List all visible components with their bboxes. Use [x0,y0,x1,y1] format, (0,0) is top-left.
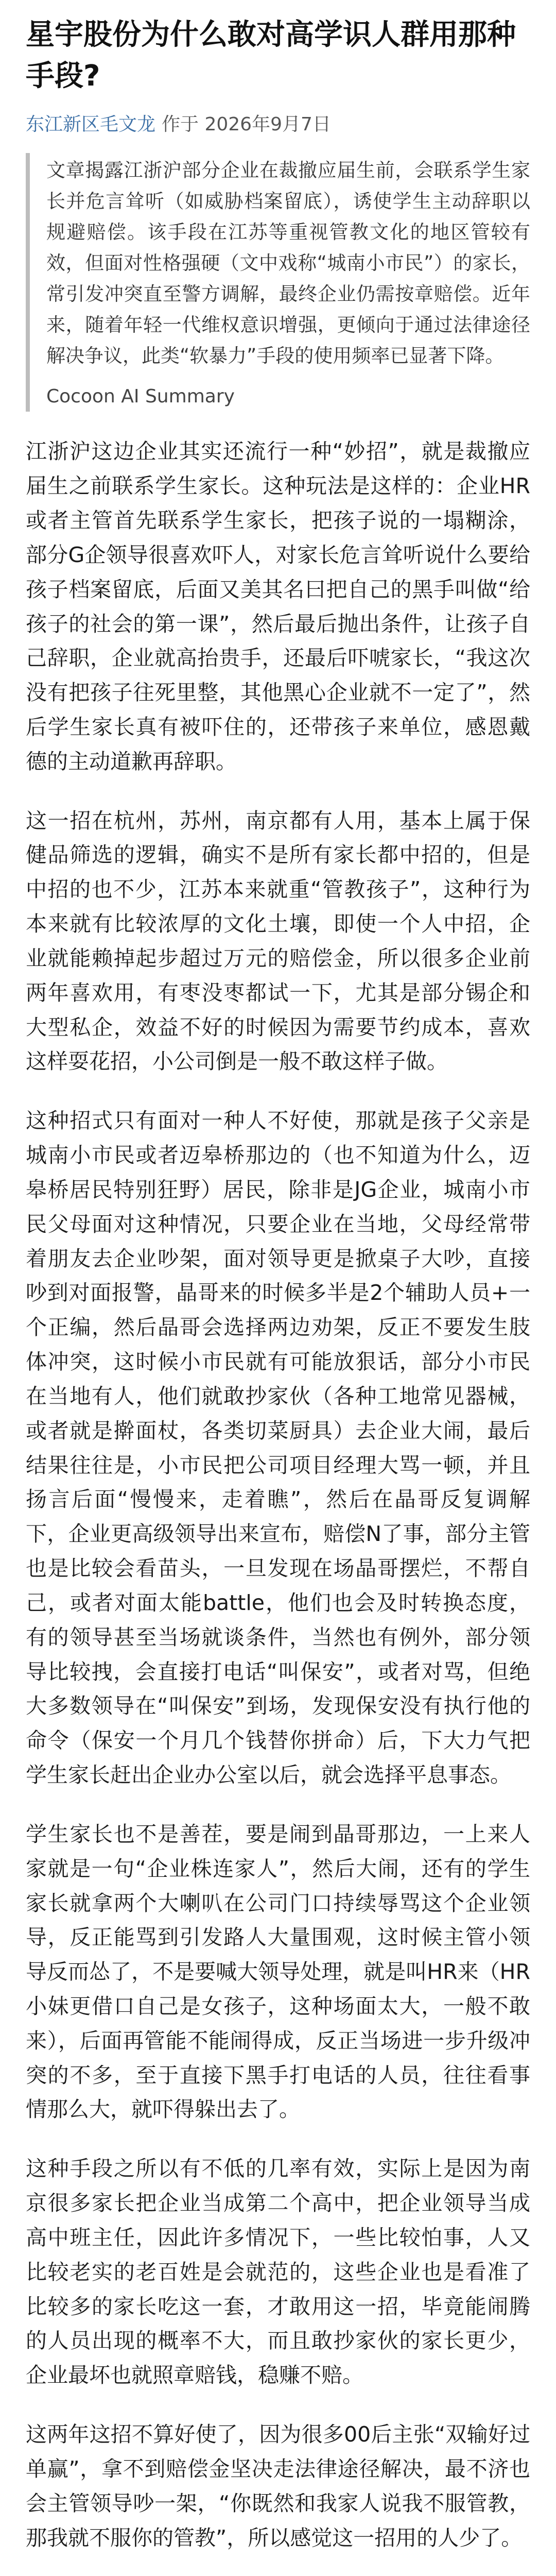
publish-date: 作于 2026年9月7日 [162,114,331,135]
body-paragraph-5: 这种手段之所以有不低的几率有效，实际上是因为南京很多家长把企业当成第二个高中，把企业领导当成高中班主任，因此许多情况下，一些比较怕事，人又比较老实的老百姓是会就范的，这些企业也是看准了比较多的家长吃这一套，才敢用这一招，毕竟能闹腾的人员出现的概率不大，而且敢抄家伙的家长更少，企业最坏也就照章赔钱，稳赚不赔。 [26,2156,530,2388]
body-paragraph-6: 这两年这招不算好使了，因为很多00后主张“双输好过单赢”，拿不到赔偿金坚决走法律途径解决，最不济也会主管领导吵一架，“你既然和我家人说我不服管教，那我就不服你的管教”，所以感觉这一招用的人少了。 [26,2422,530,2550]
body-paragraph-2: 这一招在杭州，苏州，南京都有人用，基本上属于保健品筛选的逻辑，确实不是所有家长都中招的，但是中招的也不少，江苏本来就重“管教孩子”，这种行为本来就有比较浓厚的文化土壤，即使一个人中招，企业就能赖掉起步超过万元的赔偿金，所以很多企业前两年喜欢用，有枣没枣都试一下，尤其是部分锡企和大型私企，效益不好的时候因为需要节约成本，喜欢这样耍花招，小公司倒是一般不敢这样子做。 [26,808,530,1074]
ai-summary-text: 文章揭露江浙沪部分企业在裁撤应届生前，会联系学生家长并危言耸听（如威胁档案留底），诱使学生主动辞职以规避赔偿。该手段在江苏等重视管教文化的地区管较有效，但面对性格强硬（文中戏称“城南小市民”）的家长，常引发冲突直至警方调解，最终企业仍需按章赔偿。近年来，随着年轻一代维权意识增强，更倾向于通过法律途径解决争议，此类“软暴力”手段的使用频率已显著下降。 [46,159,530,367]
ai-summary-source: Cocoon AI Summary [46,385,235,407]
author-link[interactable]: 东江新区毛文龙 [26,114,156,135]
body-paragraph-1: 江浙沪这边企业其实还流行一种“妙招”，就是裁撤应届生之前联系学生家长。这种玩法是这样的：企业HR或者主管首先联系学生家长，把孩子说的一塌糊涂，部分G企领导很喜欢吓人，对家长危言耸听说什么要给孩子档案留底，后面又美其名曰把自己的黑手叫做“给孩子的社会的第一课”，然后最后抛出条件，让孩子自己辞职，企业就高抬贵手，还最后吓唬家长，“我这次没有把孩子往死里整，其他黑心企业就不一定了”，然后学生家长真有被吓住的，还带孩子来单位，感恩戴德的主动道歉再辞职。 [26,439,530,774]
body-paragraph-4: 学生家长也不是善茬，要是闹到晶哥那边，一上来人家就是一句“企业株连家人”，然后大闹，还有的学生家长就拿两个大喇叭在公司门口持续辱骂这个企业领导，反正能骂到引发路人大量围观，这时候主管小领导反而怂了，不是要喊大领导处理，就是叫HR来（HR小妹更借口自己是女孩子，这种场面太大，一般不敢来），后面再管能不能闹得成，反正当场进一步升级冲突的不多，至于直接下黑手打电话的人员，往往看事情那么大，就吓得躲出去了。 [26,1821,530,2122]
article-body [26,434,530,2555]
body-paragraph-3: 这种招式只有面对一种人不好使，那就是孩子父亲是城南小市民或者迈皋桥那边的（也不知道为什么，迈皋桥居民特别狂野）居民，除非是JG企业，城南小市民父母面对这种情况，只要企业在当地，父母经常带着朋友去企业吵架，面对领导更是掀桌子大吵，直接吵到对面报警，晶哥来的时候多半是2个辅助人员+一个正编，然后晶哥会选择两边劝架，反正不要发生肢体冲突，这时候小市民就有可能放狠话，部分小市民在当地有人，他们就敢抄家伙（各种工地常见器械，或者就是擀面杖，各类切菜厨具）去企业大闹，最后结果往往是，小市民把公司项目经理大骂一顿，并且扬言后面“慢慢来，走着瞧”，然后在晶哥反复调解下，企业更高级领导出来宣布，赔偿N了事，部分主管也是比较会看苗头，一旦发现在场晶哥摆烂，不帮自己，或者对面太能battle，他们也会及时转换态度，有的领导甚至当场就谈条件，当然也有例外，部分领导比较拽，会直接打电话“叫保安”，或者对骂，但绝大多数领导在“叫保安”到场，发现保安没有执行他的命令（保安一个月几个钱替你拼命）后，下大力气把学生家长赶出企业办公室以后，就会选择平息事态。 [26,1108,530,1788]
ai-summary-block [26,153,530,412]
article-meta [26,112,530,138]
article-title: 星宇股份为什么敢对高学识人群用那种手段? [26,18,516,93]
